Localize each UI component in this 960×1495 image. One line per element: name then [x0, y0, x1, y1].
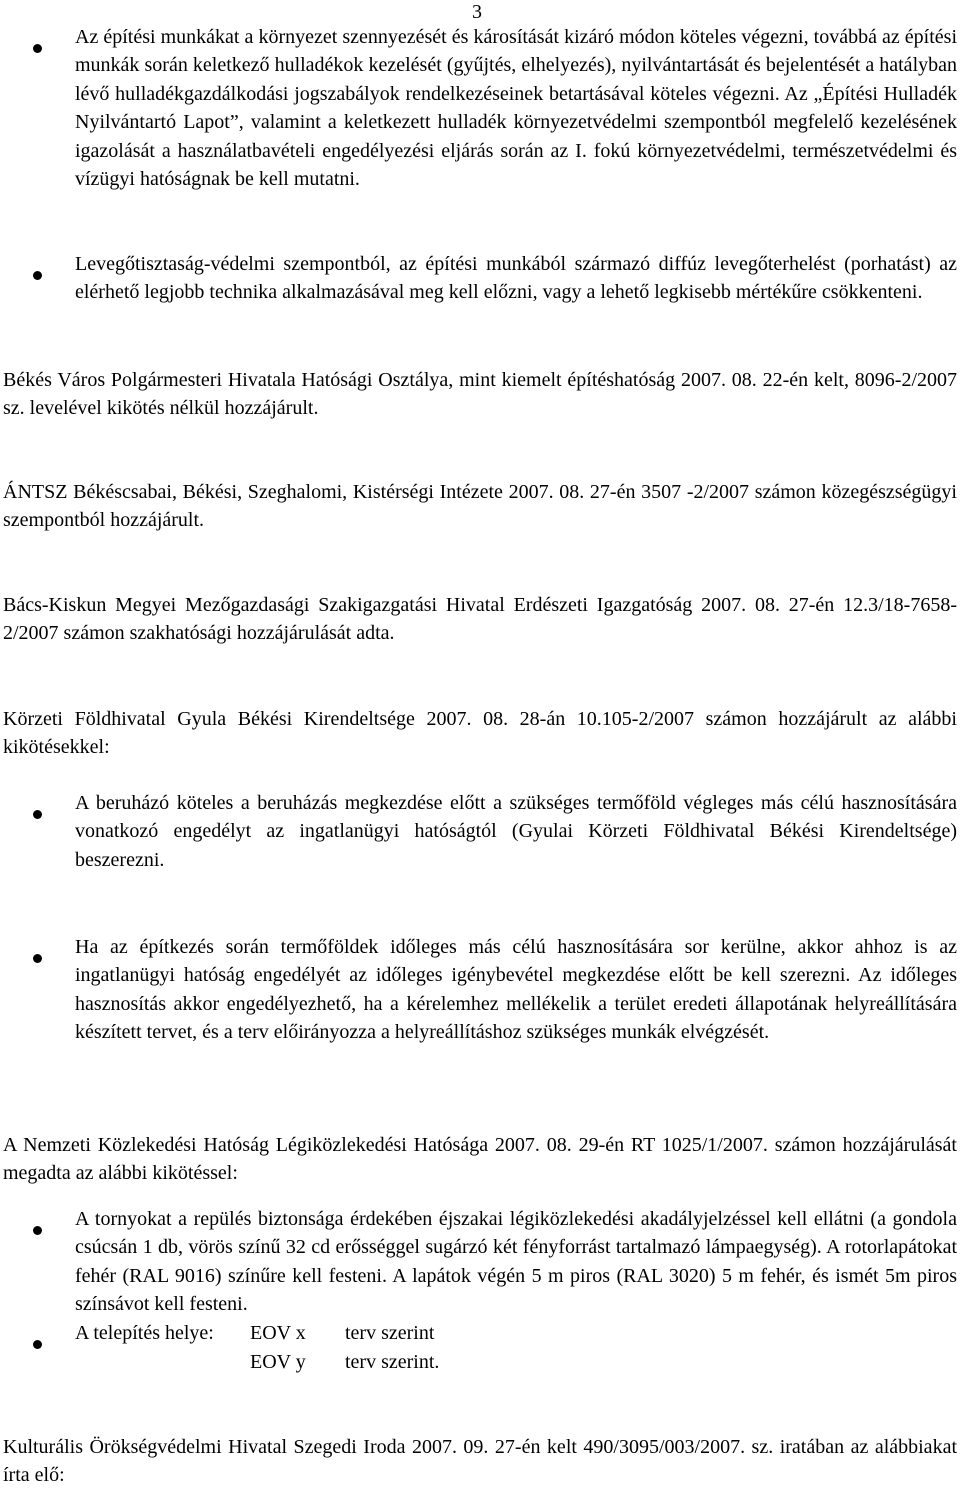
- page-number: 3: [472, 1, 482, 23]
- eov-x-value: terv szerint: [345, 1322, 435, 1344]
- paragraph-kulturalis-orokseg: Kulturális Örökségvédelmi Hivatal Szegedi Iroda 2007. 09. 27-én kelt 490/3095/003/2007. sz. iratában az alábbiakat írta elő:: [3, 1436, 957, 1487]
- bullet-dot: [33, 44, 42, 53]
- bullet-dot: [33, 1226, 42, 1235]
- paragraph-korzeti-foldhivatal: Körzeti Földhivatal Gyula Békési Kirendeltsége 2007. 08. 28-án 10.105-2/2007 számon hozzájárult az alábbi kikötésekkel:: [3, 708, 957, 759]
- bullet-dot: [33, 271, 42, 280]
- paragraph-bekes-approval: Békés Város Polgármesteri Hivatala Hatósági Osztálya, mint kiemelt építéshatóság 2007. 08. 22-én kelt, 8096-2/2007 sz. levelével kikötés nélkül hozzájárult.: [3, 369, 957, 420]
- bullet-tower-lighting: A tornyokat a repülés biztonsága érdekében éjszakai légiközlekedési akadályjelzéssel kell ellátni (a gondola csúcsán 1 db, vörös színű 32 cd erősséggel sugárzó két fényforrást tartalmazó lámpaegység). A rotorlapátokat fehér (RAL 9016) színűre kell festeni. A lapátok végén 5 m piros (RAL 3020) 5 m fehér, és ismét 5m piros színsávot kell festeni.: [75, 1208, 957, 1316]
- paragraph-nkh-approval: A Nemzeti Közlekedési Hatóság Légiközlekedési Hatósága 2007. 08. 29-én RT 1025/1/2007. számon hozzájárulását megadta az alábbi kikötéssel:: [3, 1134, 957, 1185]
- bullet-air-quality: Levegőtisztaság-védelmi szempontból, az építési munkából származó diffúz levegőterhelést (porhatást) az elérhető legjobb technika alkalmazásával meg kell előzni, vagy a lehető legkisebb mértékűre csökkenteni.: [75, 253, 957, 304]
- bullet-dot: [33, 954, 42, 963]
- paragraph-bacs-kiskun-approval: Bács-Kiskun Megyei Mezőgazdasági Szakigazgatási Hivatal Erdészeti Igazgatóság 2007. 08. 27-én 12.3/18-7658-2/2007 számon szakhatósági hozzájárulását adta.: [3, 594, 957, 645]
- bullet-temporary-land-use: Ha az építkezés során termőföldek időleges más célú hasznosítására sor kerülne, akkor ahhoz is az ingatlanügyi hatóság engedélyét az időleges igénybevétel megkezdése előtt be kell szerezni. Az időleges hasznosítás akkor engedélyezhető, ha a kérelemhez mellékelik a terület eredeti állapotának helyreállítására készített tervet, és a terv előirányozza a helyreállításhoz szükséges munkák elvégzését.: [75, 936, 957, 1044]
- bullet-dot: [33, 810, 42, 819]
- bullet-waste-management: Az építési munkákat a környezet szennyezését és károsítását kizáró módon köteles végezni, továbbá az építési munkák során keletkező hulladékok kezelését (gyűjtés, elhelyezés), nyilvántartását és bejelentését a hatályban lévő hulladékgazdálkodási jogszabályok rendelkezéseinek betartásával köteles végezni. Az „Építési Hulladék Nyilvántartó Lapot”, valamint a keletkezett hulladék környezetvédelmi szempontból megfelelő kezelésének igazolását a használatbavételi engedélyezési eljárás során az I. fokú környezetvédelmi, természetvédelmi és vízügyi hatóságnak be kell mutatni.: [75, 26, 957, 191]
- bullet-dot: [33, 1340, 42, 1349]
- eov-y-label: EOV y: [250, 1351, 306, 1373]
- eov-prefix: A telepítés helye:: [75, 1322, 214, 1344]
- eov-location: [75, 1319, 575, 1377]
- paragraph-antsz-approval: ÁNTSZ Békéscsabai, Békési, Szeghalomi, Kistérségi Intézete 2007. 08. 27-én 3507 -2/2007 számon közegészségügyi szempontból hozzájárult.: [3, 481, 957, 532]
- bullet-land-use-permit: A beruházó köteles a beruházás megkezdése előtt a szükséges termőföld végleges más célú hasznosítására vonatkozó engedélyt az ingatlanügyi hatóságtól (Gyulai Körzeti Földhivatal Békési Kirendeltsége) beszerezni.: [75, 792, 957, 871]
- eov-x-label: EOV x: [250, 1322, 306, 1344]
- eov-y-value: terv szerint.: [345, 1351, 440, 1373]
